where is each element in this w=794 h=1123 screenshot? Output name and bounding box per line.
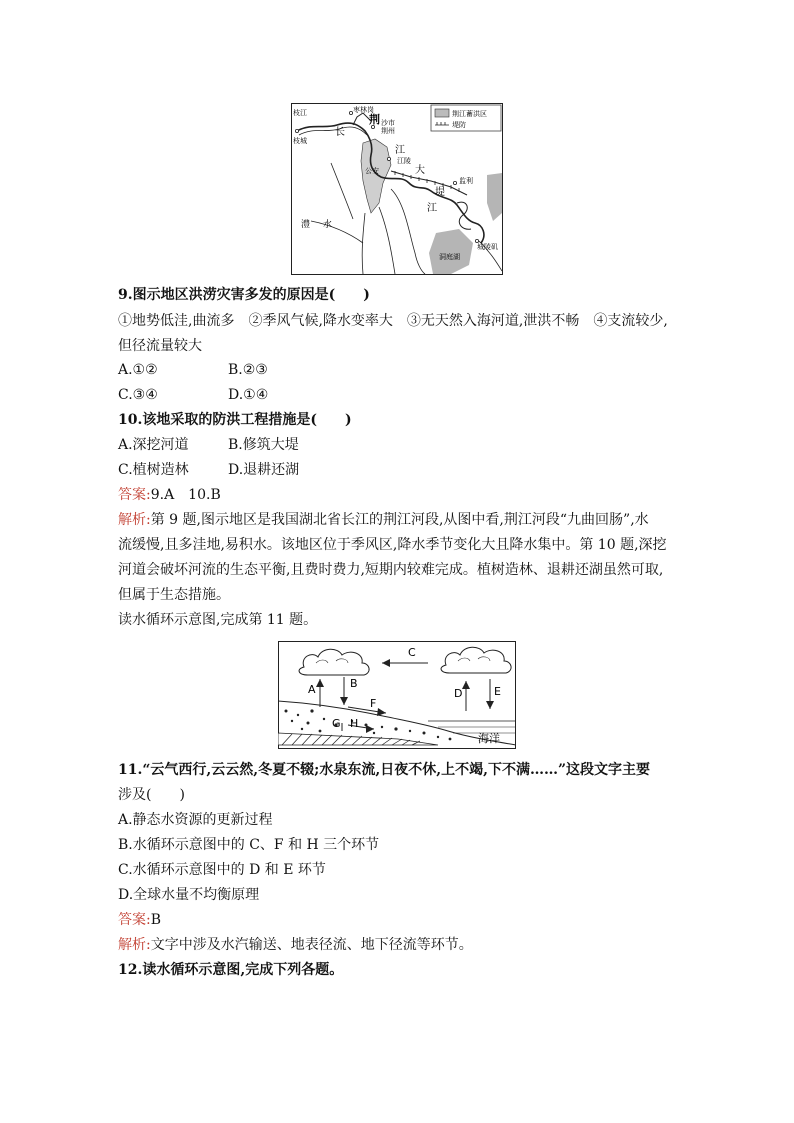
- answer-9-10: [118, 485, 221, 505]
- label-chenglingji: 城陵矶: [477, 243, 498, 251]
- label-c: C: [408, 646, 416, 659]
- label-g: G: [332, 717, 341, 730]
- q9-options-line2: 但径流量较大: [118, 338, 202, 354]
- q9-options-line1: ①地势低洼,曲流多 ②季风气候,降水变率大 ③无天然入海河道,泄洪不畅 ④支流较少,: [118, 313, 668, 329]
- explain-9-10-line1: [118, 510, 649, 530]
- water-cycle-diagram: [278, 641, 516, 749]
- q9-option-a: A.①②: [118, 362, 158, 378]
- label-di: 堤: [435, 187, 445, 198]
- q10-option-d: D.退耕还湖: [228, 462, 300, 478]
- label-ocean: 海洋: [478, 732, 500, 745]
- label-zhicheng: 枝城: [293, 137, 307, 145]
- label-b: B: [350, 677, 358, 690]
- legend-embankment: 堤防: [452, 121, 466, 129]
- explain-text-1: 第 9 题,图示地区是我国湖北省长江的荆江河段,从图中看,荆江河段“九曲回肠”,水: [150, 512, 649, 528]
- label-f: F: [370, 697, 377, 710]
- label-shashi: 沙市: [381, 119, 395, 127]
- label-dongtinghu: 洞庭湖: [439, 253, 460, 261]
- q11-option-a: A.静态水资源的更新过程: [118, 812, 273, 828]
- explain-label-2: 解析:: [118, 937, 151, 953]
- legend-flood-area: 荆江蓄洪区: [452, 110, 487, 118]
- q9-option-c: C.③④: [118, 387, 158, 403]
- q11-stem-line1: 11.“云气西行,云云然,冬夏不辍;水泉东流,日夜不休,上不竭,下不满……”这段文字主要: [118, 762, 650, 778]
- q10-option-a: A.深挖河道: [118, 437, 189, 453]
- label-jiang2: 江: [427, 203, 437, 214]
- answer-11: [118, 910, 161, 930]
- label-d: D: [454, 687, 463, 700]
- q9-stem-text: 9.图示地区洪涝灾害多发的原因是( ): [118, 287, 370, 303]
- label-jing: 荆: [369, 113, 380, 126]
- q10-option-c: C.植树造林: [118, 462, 189, 478]
- explain-9-10-line2: 流缓慢,且多洼地,易积水。该地区位于季风区,降水季节变化大且降水集中。第 10 题,深挖: [118, 537, 667, 553]
- answer-text-2: B: [150, 912, 162, 928]
- label-a: A: [308, 683, 316, 696]
- q10-option-b: B.修筑大堤: [228, 437, 299, 453]
- explain-label: 解析:: [118, 512, 151, 528]
- label-e: E: [494, 685, 501, 698]
- answer-label-2: 答案:: [118, 912, 151, 928]
- label-jiang1: 江: [395, 145, 405, 156]
- q12-stem: 12.读水循环示意图,完成下列各题。: [118, 962, 344, 978]
- label-li: 澧: [301, 220, 311, 230]
- intro-11: 读水循环示意图,完成第 11 题。: [118, 612, 318, 628]
- answer-text: 9.A 10.B: [150, 487, 221, 503]
- q10-stem: 10.该地采取的防洪工程措施是( ): [118, 412, 352, 428]
- label-h: H: [350, 717, 359, 730]
- q9-option-b: B.②③: [228, 362, 268, 378]
- explain-9-10-line3: 河道会破坏河流的生态平衡,且费时费力,短期内较难完成。植树造林、退耕还湖虽然可取,: [118, 562, 664, 578]
- explain-text-2: 文字中涉及水汽输送、地表径流、地下径流等环节。: [150, 937, 473, 953]
- label-shui: 水: [323, 220, 333, 230]
- q11-option-b: B.水循环示意图中的 C、F 和 H 三个环节: [118, 837, 380, 853]
- answer-label: 答案:: [118, 487, 151, 503]
- label-gongan: 公安: [365, 167, 379, 175]
- label-jiangling: 江陵: [397, 157, 411, 165]
- q11-option-d: D.全球水量不均衡原理: [118, 887, 260, 903]
- label-zaolin: 枣林岗: [353, 106, 374, 114]
- label-jingzhou: 荆州: [381, 127, 395, 135]
- explain-11: [118, 935, 473, 955]
- label-jianli: 监利: [459, 177, 473, 185]
- label-chang: 长: [335, 127, 345, 138]
- explain-9-10-line4: 但属于生态措施。: [118, 587, 230, 603]
- jingjiang-map: [291, 103, 503, 275]
- q11-stem-line2: 涉及( ): [118, 787, 185, 803]
- label-zhijiang: 枝江: [293, 109, 307, 117]
- q11-option-c: C.水循环示意图中的 D 和 E 环节: [118, 862, 326, 878]
- q9-option-d: D.①④: [228, 387, 269, 403]
- label-da: 大: [415, 165, 425, 176]
- q9-stem: [118, 285, 370, 305]
